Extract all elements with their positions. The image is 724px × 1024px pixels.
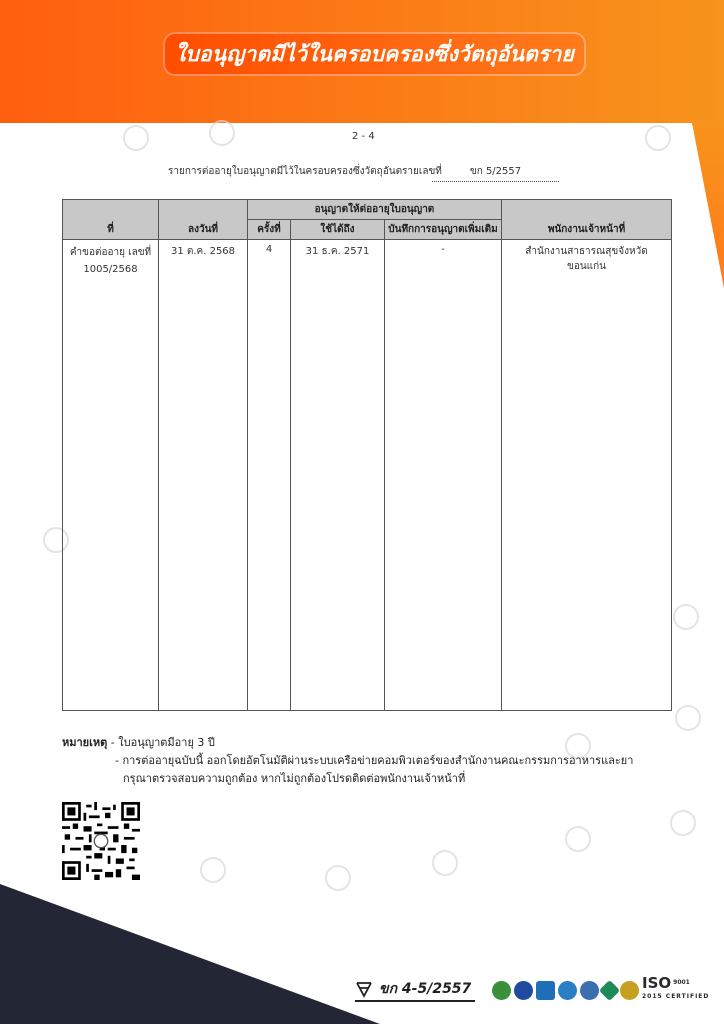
cell-request-no: คำขอต่ออายุ เลขที่ 1005/2568 (63, 240, 159, 711)
remarks-line-1: - ใบอนุญาตมีอายุ 3 ปี (110, 736, 215, 749)
watermark-icon (673, 604, 699, 630)
quality-badge-icon (558, 981, 577, 1000)
certification-badges (492, 976, 709, 1004)
watermark-icon (432, 850, 458, 876)
seal-badge-icon (514, 981, 533, 1000)
header-note: บันทึกการอนุญาตเพิ่มเติม (385, 220, 502, 240)
remarks (62, 734, 633, 788)
page-number: 2 - 4 (352, 131, 375, 142)
iso-certified-label: CERTIFIED (665, 993, 710, 1000)
cell-officer: สำนักงานสาธารณสุขจังหวัด ขอนแก่น (502, 240, 672, 711)
fda-logo-icon (355, 980, 373, 998)
header-group: อนุญาตให้ต่ออายุใบอนุญาต (248, 200, 502, 220)
form-code-text: ขก 4-5/2557 (379, 981, 472, 997)
watermark-icon (123, 125, 149, 151)
cell-note: - (385, 240, 502, 711)
license-label: รายการต่ออายุใบอนุญาตมีไว้ในครอบครองซึ่งวัตถุอันตรายเลขที่ (168, 166, 442, 177)
iso-label: ISO (642, 974, 672, 992)
header-no: ที่ (63, 200, 159, 240)
iso-seal-badge-icon (620, 981, 639, 1000)
cell-times: 4 (248, 240, 291, 711)
cisq-badge-icon (536, 981, 555, 1000)
watermark-icon (209, 120, 235, 146)
watermark-icon (325, 865, 351, 891)
remarks-heading: หมายเหตุ (62, 736, 108, 749)
award-badge-icon (580, 981, 599, 1000)
cell-valid-until: 31 ธ.ค. 2571 (291, 240, 385, 711)
table-row (63, 240, 672, 711)
header-valid-until: ใช้ได้ถึง (291, 220, 385, 240)
header-date: ลงวันที่ (159, 200, 248, 240)
header-officer: พนักงานเจ้าหน้าที่ (502, 200, 672, 240)
remarks-line-2: - การต่ออายุฉบับนี้ ออกโดยอัตโนมัติผ่านระบบเครือข่ายคอมพิวเตอร์ของสำนักงานคณะกรรมการอาหารและยา (115, 754, 634, 767)
iso-year: 2015 (642, 993, 663, 1000)
qr-code-icon (62, 802, 140, 880)
right-accent (692, 123, 724, 288)
license-number: ขก 5/2557 (432, 164, 559, 182)
document-title: ใบอนุญาตมีไว้ในครอบครองซึ่งวัตถุอันตราย (163, 32, 586, 76)
iso-certified-badge (642, 976, 709, 1004)
table-header-row (63, 200, 672, 220)
watermark-icon (200, 857, 226, 883)
watermark-icon (670, 810, 696, 836)
iso-standard: 9001 (673, 979, 690, 986)
gov-badge-icon (492, 981, 511, 1000)
watermark-icon (565, 826, 591, 852)
renewal-table (62, 199, 672, 711)
diamond-badge-icon (599, 979, 620, 1000)
header-times: ครั้งที่ (248, 220, 291, 240)
watermark-icon (645, 125, 671, 151)
watermark-icon (675, 705, 701, 731)
form-code (355, 978, 475, 1002)
cell-date: 31 ต.ค. 2568 (159, 240, 248, 711)
remarks-line-3: กรุณาตรวจสอบความถูกต้อง หากไม่ถูกต้องโปรดติดต่อพนักงานเจ้าหน้าที่ (123, 772, 466, 785)
